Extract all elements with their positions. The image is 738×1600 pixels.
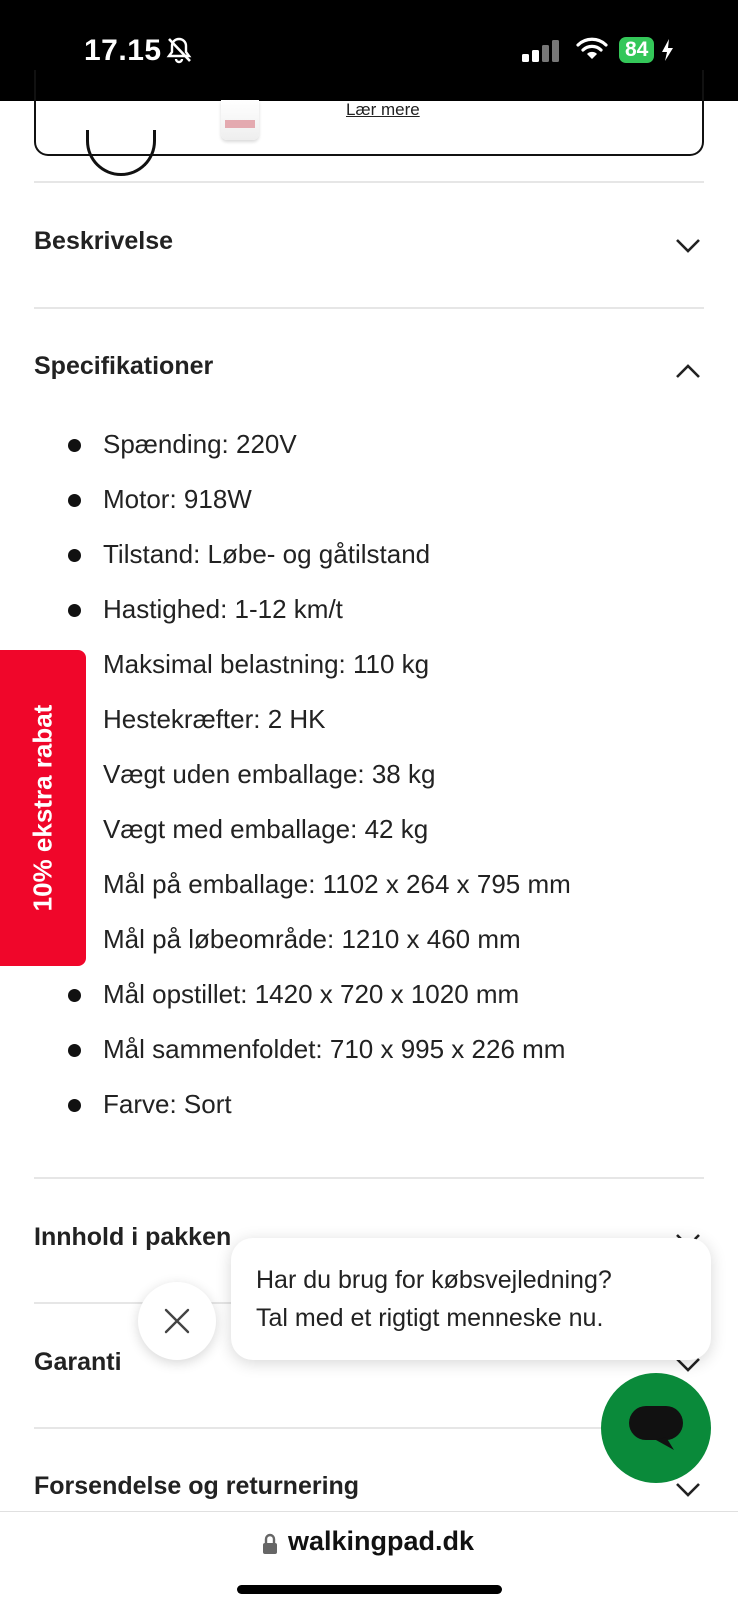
divider	[34, 181, 704, 183]
spec-item: Hestekræfter: 2 HK	[66, 702, 571, 757]
spec-item: Spænding: 220V	[66, 427, 571, 482]
chat-icon	[628, 1403, 684, 1453]
chat-prompt-line1: Har du brug for købsvejledning?	[256, 1266, 612, 1294]
spec-item: Vægt med emballage: 42 kg	[66, 812, 571, 867]
home-indicator	[237, 1585, 502, 1594]
spec-item: Maksimal belastning: 110 kg	[66, 647, 571, 702]
wifi-icon	[576, 37, 608, 61]
close-chat-popup-button[interactable]	[138, 1282, 216, 1360]
spec-item: Mål opstillet: 1420 x 720 x 1020 mm	[66, 977, 571, 1032]
divider	[34, 1177, 704, 1179]
spec-item: Mål sammenfoldet: 710 x 995 x 226 mm	[66, 1032, 571, 1087]
promo-card	[34, 70, 704, 156]
discount-side-tab[interactable]	[0, 650, 86, 966]
chevron-up-icon[interactable]	[675, 363, 701, 379]
accordion-title-shipping-returns[interactable]: Forsendelse og returnering	[34, 1472, 360, 1500]
open-chat-button[interactable]	[601, 1373, 711, 1483]
spec-item: Vægt uden emballage: 38 kg	[66, 757, 571, 812]
spec-item: Tilstand: Løbe- og gåtilstand	[66, 537, 571, 592]
learn-more-link[interactable]: Lær mere	[346, 100, 420, 119]
spec-item: Mål på løbeområde: 1210 x 460 mm	[66, 922, 571, 977]
chevron-down-icon[interactable]	[675, 1482, 701, 1498]
divider	[34, 307, 704, 309]
accordion-title-specifications[interactable]: Specifikationer	[34, 352, 214, 380]
accordion-title-description[interactable]: Beskrivelse	[34, 227, 174, 255]
bell-off-icon	[166, 36, 192, 64]
spec-item: Hastighed: 1-12 km/t	[66, 592, 571, 647]
accordion-title-warranty[interactable]: Garanti	[34, 1348, 122, 1376]
cellular-signal-icon	[522, 40, 562, 62]
status-time: 17.15	[84, 34, 162, 67]
chevron-down-icon[interactable]	[675, 238, 701, 254]
lock-icon	[262, 1533, 278, 1555]
browser-address-bar	[0, 1511, 738, 1600]
product-thumbnail	[221, 100, 259, 140]
charging-bolt-icon	[660, 38, 674, 62]
accordion-title-package-contents[interactable]: Innhold i pakken	[34, 1223, 232, 1251]
battery-level: 84	[619, 37, 654, 63]
close-icon	[164, 1308, 190, 1334]
specifications-list	[66, 427, 571, 1142]
chat-prompt-line2: Tal med et rigtigt menneske nu.	[256, 1304, 604, 1332]
discount-tab-label: 10% ekstra rabat	[27, 704, 58, 912]
promo-icon-circle	[86, 130, 156, 176]
url-text[interactable]: walkingpad.dk	[288, 1526, 475, 1556]
spec-item: Motor: 918W	[66, 482, 571, 537]
spec-item: Farve: Sort	[66, 1087, 571, 1142]
spec-item: Mål på emballage: 1102 x 264 x 795 mm	[66, 867, 571, 922]
chat-prompt-bubble[interactable]	[231, 1238, 711, 1360]
